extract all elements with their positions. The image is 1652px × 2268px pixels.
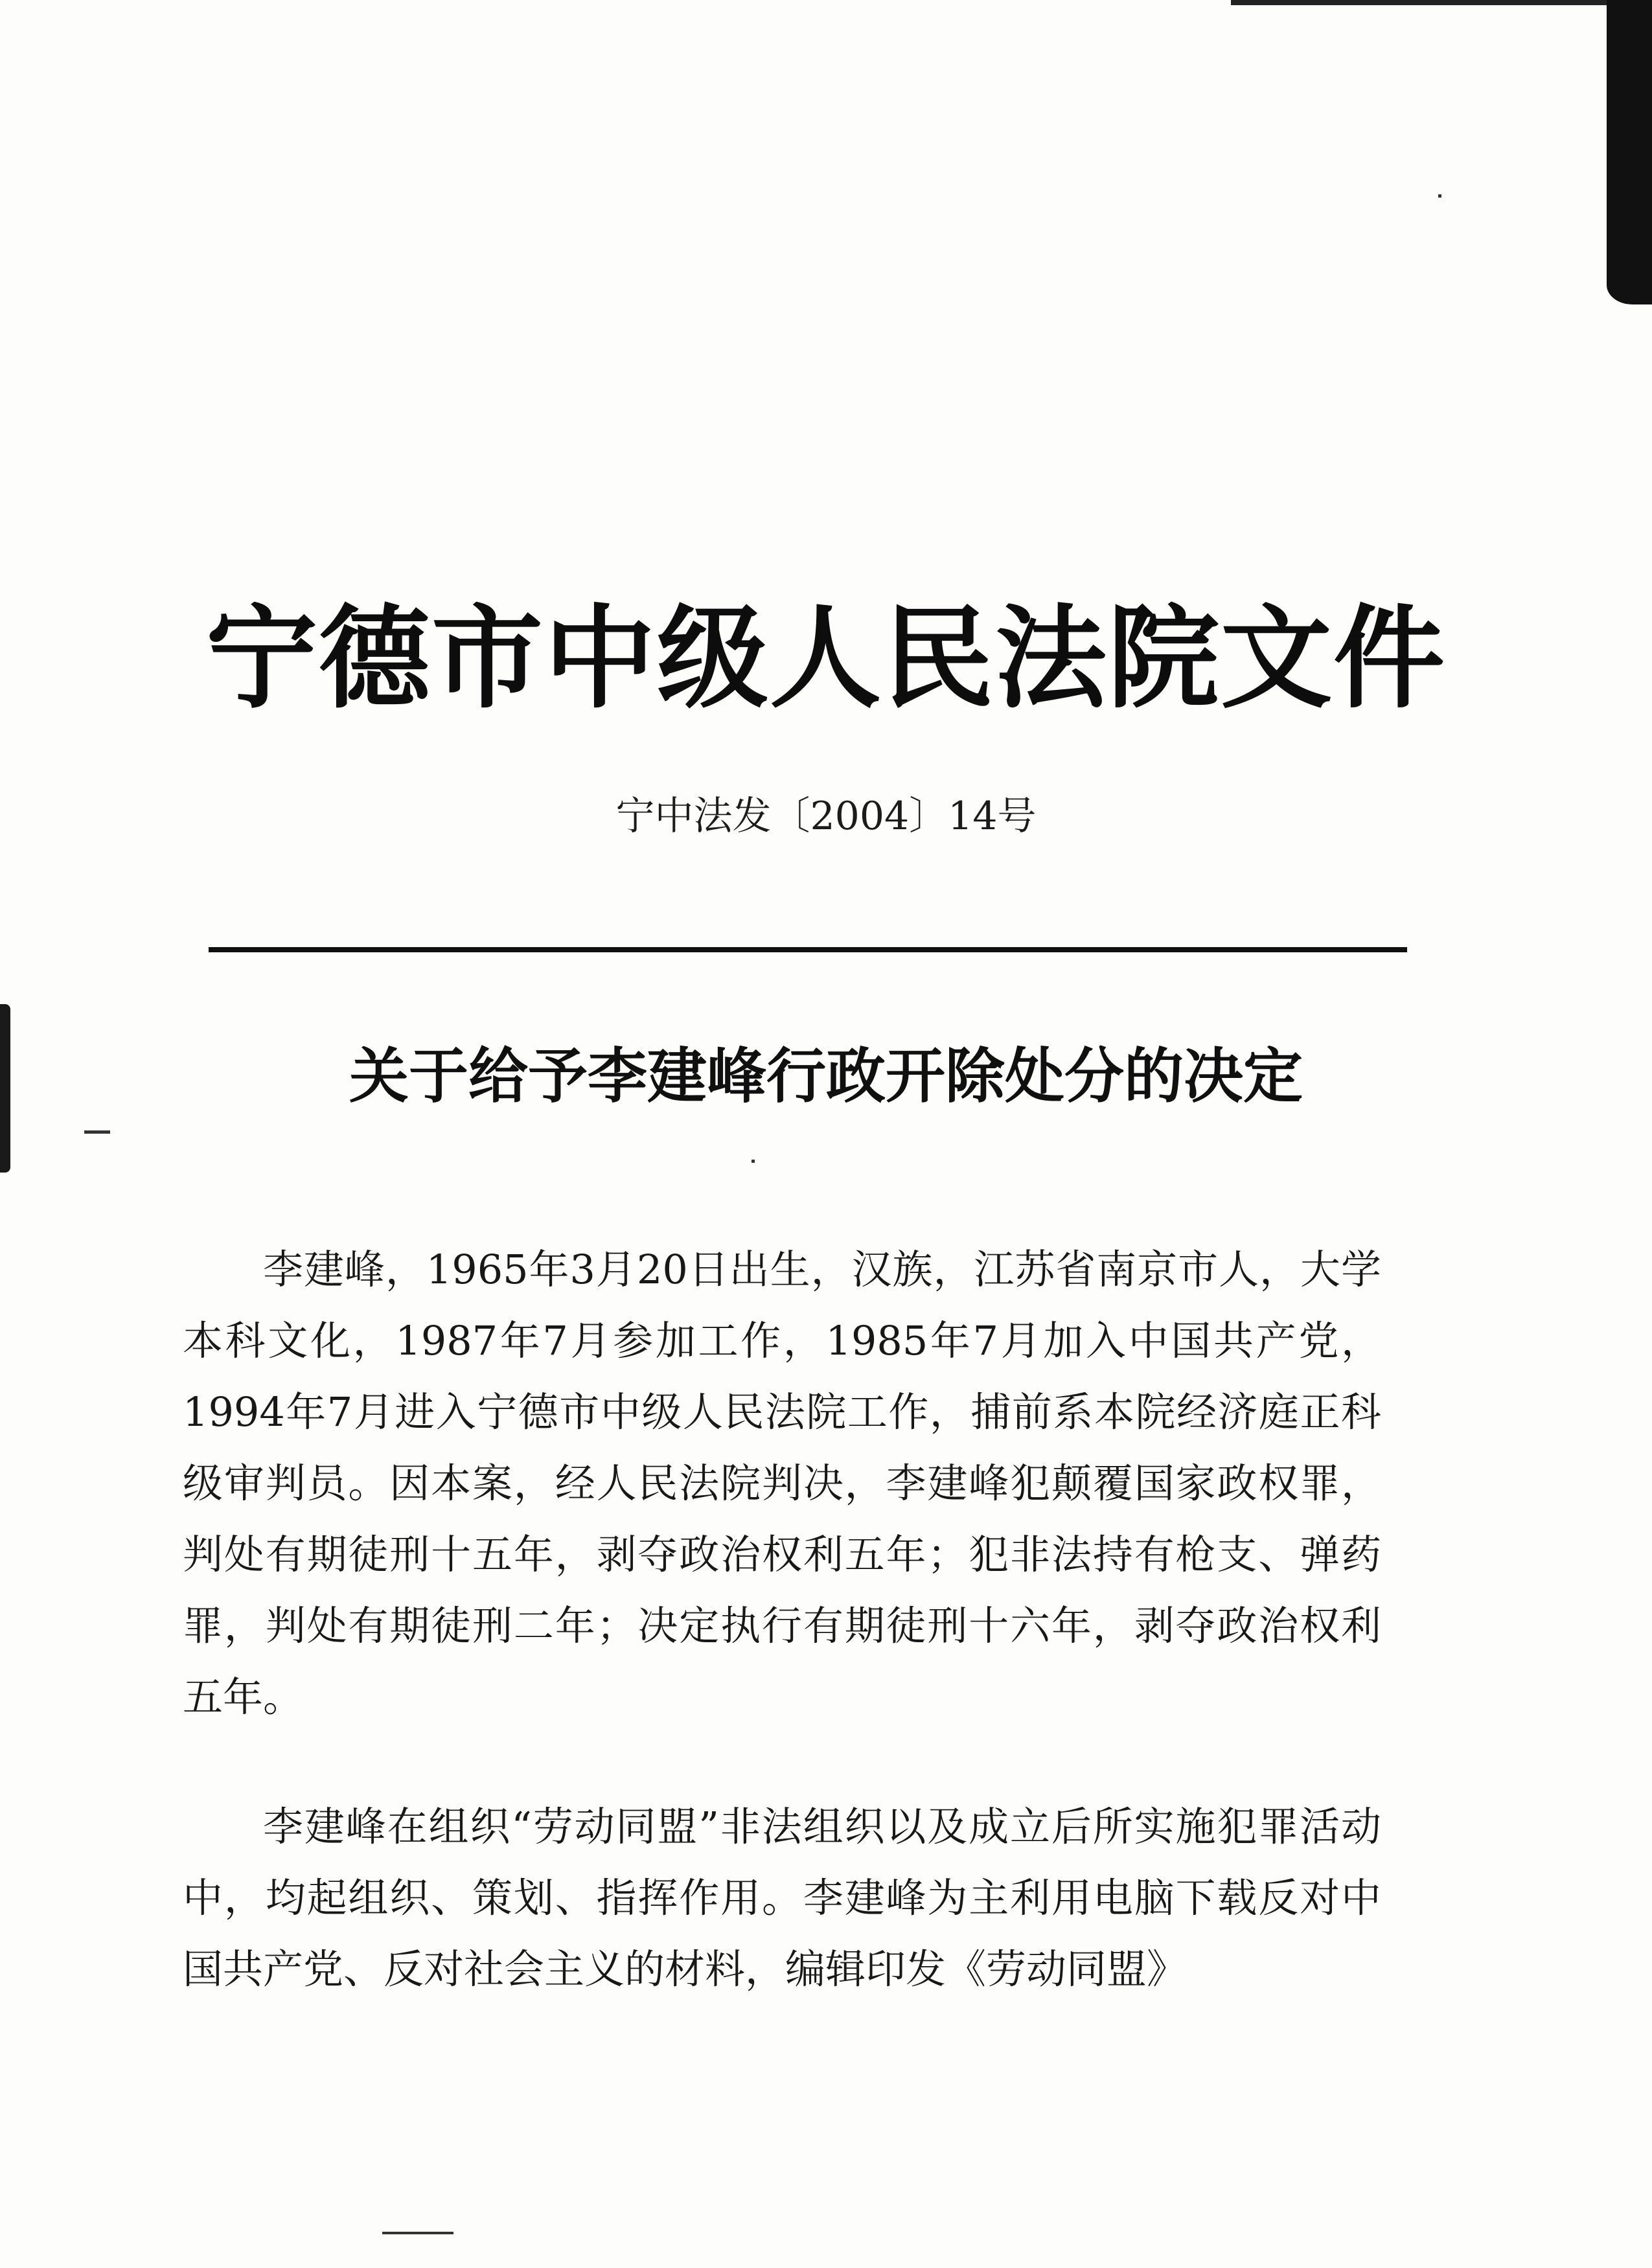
scan-speck (84, 1130, 110, 1134)
scan-speck (382, 2232, 453, 2234)
masthead: 宁德市中级人民法院文件 (206, 592, 1446, 724)
document-title: 关于给予李建峰行政开除处分的决定 (349, 1041, 1303, 1111)
scan-edge-right (1607, 0, 1652, 304)
header-rule (209, 947, 1407, 952)
body-paragraph-2 (183, 1791, 1381, 2005)
scan-speck (751, 1160, 755, 1163)
document-number: 宁中法发〔2004〕14号 (615, 794, 1037, 839)
body-paragraph-1 (183, 1234, 1381, 1733)
scan-speck (1438, 194, 1441, 198)
scan-edge-top (1231, 0, 1652, 5)
paragraph-text: 李建峰，1965年3月20日出生，汉族，江苏省南京市人，大学本科文化，1987年7月参加工作，1985年7月加入中国共产党，1994年7月进入宁德市中级人民法院工作，捕前系本院经济庭正科级审判员。因本案，经人民法院判决，李建峰犯颠覆国家政权罪，判处有期徒刑十五年，剥夺政治权利五年；犯非法持有枪支、弹药罪，判处有期徒刑二年；决定执行有期徒刑十六年，剥夺政治权利五年。 (183, 1246, 1381, 1721)
paragraph-text: 李建峰在组织“劳动同盟”非法组织以及成立后所实施犯罪活动中，均起组织、策划、指挥作用。李建峰为主利用电脑下载反对中国共产党、反对社会主义的材料，编辑印发《劳动同盟》 (183, 1803, 1381, 1993)
